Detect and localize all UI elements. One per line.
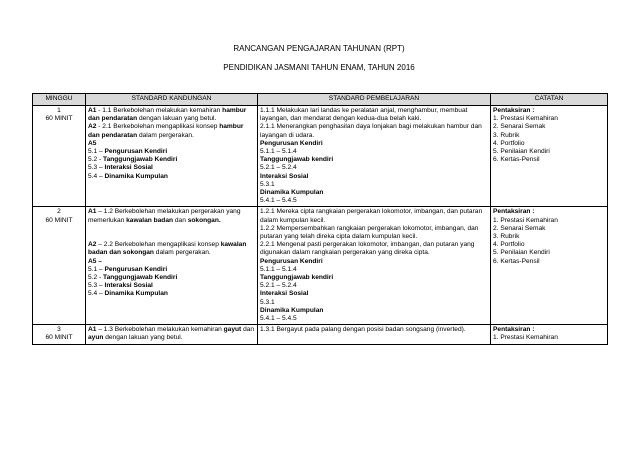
- pembelajaran-line: [260, 208, 488, 224]
- text-run: 5.4 –: [88, 172, 105, 180]
- text-run: hambur dan pendaratan: [88, 123, 244, 139]
- text-run: 5.4.1 – 5.4.5: [260, 315, 297, 323]
- text-run: Tanggungjawab Kendiri: [103, 156, 178, 164]
- text-run: Dinamika Kumpulan: [104, 172, 168, 180]
- table-row: [33, 106, 608, 207]
- text-run: dengan lakuan yang betul.: [103, 334, 183, 342]
- week-cell: [33, 207, 86, 325]
- catatan-line: [493, 156, 605, 164]
- catatan-line: [493, 326, 605, 334]
- catatan-line: [493, 107, 605, 115]
- text-run: – 2.2 Berkebolehan mengaplikasi konsep: [96, 241, 221, 249]
- catatan-line: [493, 233, 605, 241]
- text-run: Dinamika Kumpulan: [104, 290, 168, 298]
- text-run: 5.3.1: [260, 180, 275, 188]
- text-run: ayun: [88, 334, 104, 342]
- pembelajaran-line: [260, 274, 488, 282]
- text-run: sokongan.: [187, 216, 221, 224]
- pembelajaran-line: [260, 189, 488, 197]
- kandungan-line: [88, 266, 255, 274]
- table-row: [33, 207, 608, 325]
- kandungan-line: [88, 140, 255, 148]
- text-run: – 1.2 Berkebolehan melakukan pergerakan yang memerlukan: [88, 208, 241, 224]
- pembelajaran-line: [260, 148, 488, 156]
- standard-pembelajaran-cell: [258, 106, 491, 207]
- text-run: 5.3.1: [260, 298, 275, 306]
- week-number: 3: [57, 326, 61, 334]
- text-run: 5.4.1 – 5.4.5: [260, 197, 297, 205]
- catatan-line: [493, 115, 605, 123]
- document-subtitle: PENDIDIKAN JASMANI TAHUN ENAM, TAHUN 2016: [223, 63, 415, 72]
- kandungan-line: [88, 208, 255, 224]
- pembelajaran-line: [260, 225, 488, 241]
- catatan-line: [493, 225, 605, 233]
- text-run: 5.1.1 – 5.1.4: [260, 148, 297, 156]
- catatan-cell: [491, 207, 608, 325]
- text-run: Pengurusan Kendiri: [260, 139, 323, 147]
- column-header-standard-pembelajaran: STANDARD PEMBELAJARAN: [258, 94, 491, 106]
- kandungan-line: [88, 274, 255, 282]
- text-run: Pengurusan Kendiri: [104, 265, 168, 273]
- text-run: 2. Senarai Semak: [493, 123, 546, 131]
- text-run: kawalan badan dan sokongan: [88, 241, 247, 257]
- text-run: Pengurusan Kendiri: [104, 148, 168, 156]
- kandungan-line: [88, 148, 255, 156]
- week-duration: 60 MINIT: [45, 216, 73, 224]
- pembelajaran-line: [260, 326, 488, 334]
- text-run: 6. Kertas-Pensil: [493, 156, 540, 164]
- kandungan-line: [88, 123, 255, 139]
- pembelajaran-line: [260, 107, 488, 123]
- pembelajaran-line: [260, 315, 488, 323]
- text-run: Tanggungjawab Kendiri: [103, 274, 178, 282]
- week-number: 2: [57, 208, 61, 216]
- text-run: Pentaksiran :: [493, 208, 535, 216]
- pembelajaran-line: [260, 197, 488, 205]
- catatan-line: [493, 258, 605, 266]
- catatan-cell: [491, 325, 608, 344]
- column-header-standard-kandungan: STANDARD KANDUNGAN: [86, 94, 258, 106]
- week-duration: 60 MINIT: [45, 334, 73, 342]
- text-run: 5.1 –: [88, 148, 105, 156]
- catatan-line: [493, 208, 605, 216]
- standard-pembelajaran-cell: [258, 325, 491, 344]
- table-header-row: [33, 94, 608, 106]
- text-run: 5. Penilaian Kendiri: [493, 148, 550, 156]
- table-body: [33, 106, 608, 345]
- document-title: RANCANGAN PENGAJARAN TAHUNAN (RPT): [233, 44, 405, 53]
- text-run: 5. Penilaian Kendiri: [493, 249, 550, 257]
- kandungan-line: [88, 107, 255, 123]
- blank-line: [88, 225, 255, 233]
- kandungan-line: [88, 282, 255, 290]
- text-run: 5.1.1 – 5.1.4: [260, 265, 297, 273]
- text-run: dengan lakuan yang betul.: [137, 115, 217, 123]
- text-run: Interaksi Sosial: [104, 282, 153, 290]
- text-run: dan: [173, 216, 188, 224]
- week-duration: 60 MINIT: [45, 115, 73, 123]
- pembelajaran-line: [260, 123, 488, 139]
- text-run: – 1.3 Berkebolehan melakukan kemahiran: [96, 326, 224, 334]
- text-run: 2. Senarai Semak: [493, 224, 546, 232]
- text-run: hambur dan pendaratan: [88, 107, 247, 123]
- pembelajaran-line: [260, 266, 488, 274]
- pembelajaran-line: [260, 181, 488, 189]
- text-run: 5.1 –: [88, 265, 105, 273]
- text-run: Pentaksiran :: [493, 107, 535, 114]
- column-header-catatan: CATATAN: [491, 94, 608, 106]
- text-run: dalam pergerakan.: [153, 249, 211, 257]
- text-run: - 2.1 Berkebolehan mengaplikasi konsep: [96, 123, 220, 131]
- text-run: 4. Portfolio: [493, 139, 525, 147]
- table-row: [33, 325, 608, 344]
- text-run: A2: [88, 123, 97, 131]
- pembelajaran-line: [260, 282, 488, 290]
- pembelajaran-line: [260, 290, 488, 298]
- kandungan-line: [88, 241, 255, 257]
- pembelajaran-line: [260, 156, 488, 164]
- text-run: kawalan badan: [126, 216, 174, 224]
- text-run: 1. Prestasi Kemahiran: [493, 334, 558, 342]
- text-run: 1.2.2 Mempersembahkan rangkaian pergerakan lokomotor, imbangan, dan putaran yang telah direka cipta dalam kumpulan kecil.: [260, 224, 479, 241]
- text-run: gayut: [223, 326, 242, 334]
- text-run: A1: [88, 326, 97, 334]
- text-run: 1.3.1 Bergayut pada palang dengan posisi badan songsang (inverted).: [260, 326, 466, 334]
- text-run: 1. Prestasi Kemahiran: [493, 115, 558, 123]
- standard-pembelajaran-cell: [258, 207, 491, 325]
- text-run: 5.2 -: [88, 156, 104, 164]
- kandungan-line: [88, 290, 255, 298]
- pembelajaran-line: [260, 307, 488, 315]
- pembelajaran-line: [260, 140, 488, 148]
- kandungan-line: [88, 326, 255, 342]
- text-run: Dinamika Kumpulan: [260, 306, 324, 314]
- rpt-table: [32, 93, 608, 345]
- week-number: 1: [57, 107, 61, 114]
- text-run: 5.3 –: [88, 282, 105, 290]
- pembelajaran-line: [260, 164, 488, 172]
- pembelajaran-line: [260, 299, 488, 307]
- text-run: 1.2.1 Mereka cipta rangkaian pergerakan lokomotor, imbangan, dan putaran dalam kumpulan kecil.: [260, 208, 483, 224]
- text-run: 2.2.1 Mengenal pasti pergerakan lokomotor, imbangan, dan putaran yang digunakan dalam rangkaian pergerakan yang direka cipta.: [260, 241, 475, 257]
- text-run: 3. Rubrik: [493, 233, 520, 241]
- text-run: A1: [88, 107, 97, 114]
- catatan-line: [493, 132, 605, 140]
- text-run: Tanggungjawab kendiri: [260, 274, 334, 282]
- week-cell: [33, 325, 86, 344]
- pembelajaran-line: [260, 258, 488, 266]
- text-run: 5.3 –: [88, 164, 105, 172]
- text-run: Pengurusan Kendiri: [260, 257, 323, 265]
- text-run: 5.2.1 – 5.2.4: [260, 164, 297, 172]
- text-run: A5: [88, 139, 97, 147]
- text-run: 4. Portfolio: [493, 241, 525, 249]
- week-cell: [33, 106, 86, 207]
- standard-kandungan-cell: [86, 325, 258, 344]
- text-run: 1.1.1 Melakukan lari landas ke peralatan anjal, menghambur, membuat layangan, dan mendarat dengan kedua-dua belah kaki.: [260, 107, 468, 123]
- text-run: dan: [241, 326, 255, 334]
- column-header-minggu: MINGGU: [33, 94, 86, 106]
- text-run: 3. Rubrik: [493, 131, 520, 139]
- catatan-line: [493, 148, 605, 156]
- text-run: dalam pergerakan.: [137, 131, 194, 139]
- catatan-line: [493, 123, 605, 131]
- catatan-line: [493, 140, 605, 148]
- standard-kandungan-cell: [86, 106, 258, 207]
- text-run: Interaksi Sosial: [104, 164, 153, 172]
- text-run: 6. Kertas-Pensil: [493, 257, 540, 265]
- text-run: Pentaksiran :: [493, 326, 535, 334]
- text-run: 5.4 –: [88, 290, 105, 298]
- text-run: 2.1.1 Menerangkan penghasilan daya lonjakan bagi melakukan hambur dan layangan di udara.: [260, 123, 482, 139]
- standard-kandungan-cell: [86, 207, 258, 325]
- text-run: Interaksi Sosial: [260, 172, 309, 180]
- text-run: 5.2.1 – 5.2.4: [260, 282, 297, 290]
- catatan-line: [493, 334, 605, 342]
- text-run: - 1.1 Berkebolehan melakukan kemahiran: [96, 107, 223, 114]
- kandungan-line: [88, 258, 255, 266]
- catatan-cell: [491, 106, 608, 207]
- text-run: 5.2 -: [88, 274, 104, 282]
- text-run: A2: [88, 241, 97, 249]
- text-run: A5 –: [88, 257, 102, 265]
- blank-line: [88, 233, 255, 241]
- catatan-line: [493, 249, 605, 257]
- text-run: Tanggungjawab kendiri: [260, 156, 334, 164]
- text-run: Dinamika Kumpulan: [260, 189, 324, 197]
- kandungan-line: [88, 173, 255, 181]
- catatan-line: [493, 217, 605, 225]
- text-run: Interaksi Sosial: [260, 290, 309, 298]
- text-run: 1. Prestasi Kemahiran: [493, 216, 558, 224]
- kandungan-line: [88, 164, 255, 172]
- text-run: A1: [88, 208, 97, 216]
- pembelajaran-line: [260, 173, 488, 181]
- catatan-line: [493, 241, 605, 249]
- pembelajaran-line: [260, 241, 488, 257]
- kandungan-line: [88, 156, 255, 164]
